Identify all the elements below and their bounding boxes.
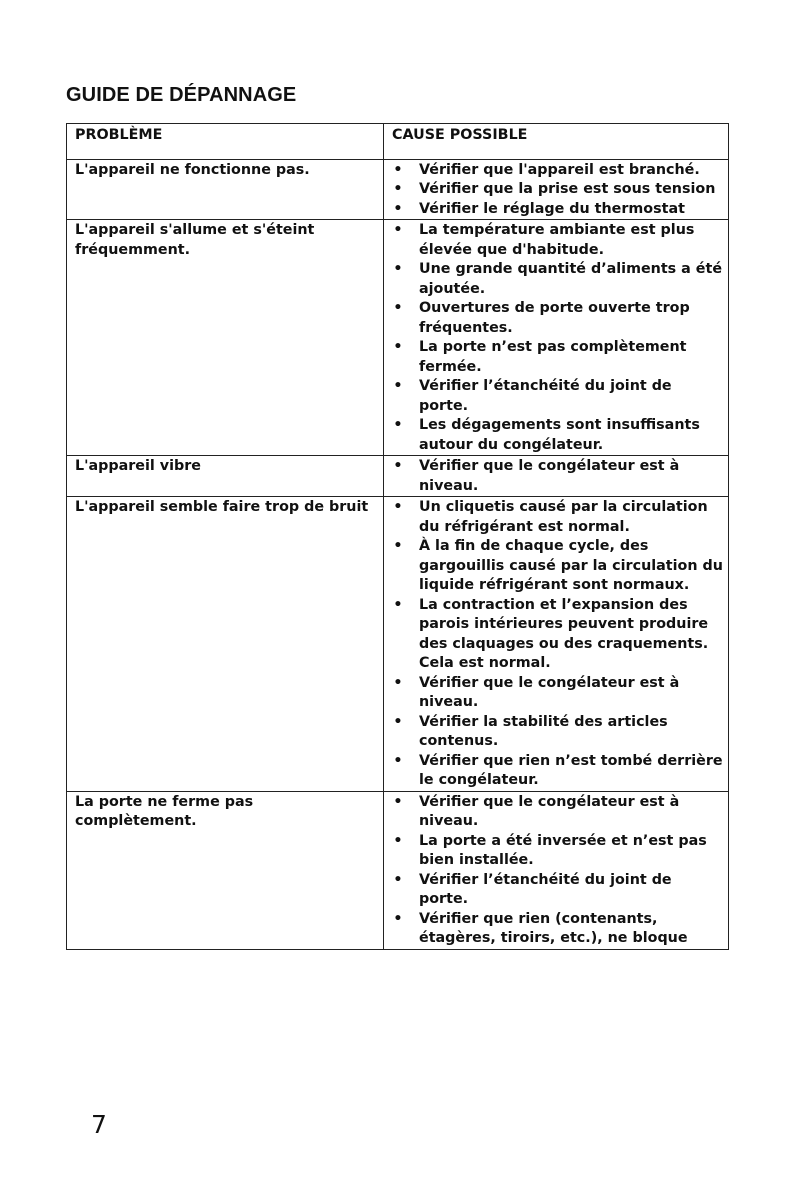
cause-item	[392, 221, 724, 260]
bullet-icon: •	[393, 910, 403, 927]
cause-text: Vérifier le réglage du thermostat	[419, 200, 685, 217]
cause-text: La contraction et l’expansion des parois intérieures peuvent produire des claquages ou des craquements. Cela est normal.	[419, 596, 709, 671]
header-cause: CAUSE POSSIBLE	[384, 124, 729, 160]
cause-item	[392, 338, 724, 377]
cause-text: La porte a été inversée et n’est pas bien installée.	[419, 832, 707, 868]
causes-cell	[384, 497, 729, 792]
problem-cell: L'appareil s'allume et s'éteint fréquemment.	[67, 220, 384, 456]
cause-item	[392, 180, 724, 200]
bullet-icon: •	[393, 417, 403, 433]
cause-list	[384, 497, 728, 791]
cause-text: À la fin de chaque cycle, des gargouillis causé par la circulation du liquide réfrigérant sont normaux.	[419, 538, 723, 593]
table-row	[67, 497, 729, 792]
page-number: 7	[91, 1110, 107, 1139]
problem-cell: L'appareil vibre	[67, 456, 384, 497]
causes-cell	[384, 791, 729, 949]
cause-text: La porte n’est pas complètement fermée.	[419, 339, 687, 375]
cause-item	[392, 377, 724, 416]
page-title: GUIDE DE DÉPANNAGE	[66, 84, 297, 106]
causes-cell	[384, 220, 729, 456]
bullet-icon: •	[393, 596, 403, 613]
cause-list	[384, 160, 728, 220]
cause-text: Vérifier l’étanchéité du joint de porte.	[419, 378, 672, 414]
cause-list	[384, 792, 728, 949]
cause-text: Vérifier la stabilité des articles contenus.	[419, 713, 668, 749]
bullet-icon: •	[393, 261, 403, 277]
bullet-icon: •	[393, 752, 403, 769]
bullet-icon: •	[393, 793, 403, 810]
causes-cell	[384, 456, 729, 497]
cause-item	[392, 793, 724, 832]
bullet-icon: •	[393, 378, 403, 394]
cause-item	[392, 416, 724, 455]
causes-cell	[384, 159, 729, 220]
bullet-icon: •	[393, 200, 403, 217]
table-row	[67, 791, 729, 949]
cause-text: Une grande quantité d’aliments a été ajoutée.	[419, 261, 723, 297]
table-row	[67, 159, 729, 220]
bullet-icon: •	[393, 713, 403, 730]
cause-text: Vérifier que la prise est sous tension	[419, 181, 716, 197]
table-header-row	[67, 124, 729, 160]
cause-text: La température ambiante est plus élevée que d'habitude.	[419, 222, 695, 258]
bullet-icon: •	[393, 458, 403, 474]
header-problem: PROBLÈME	[67, 124, 384, 160]
bullet-icon: •	[393, 538, 403, 554]
cause-item	[392, 832, 724, 871]
problem-cell: L'appareil ne fonctionne pas.	[67, 159, 384, 220]
troubleshooting-table	[66, 123, 729, 950]
bullet-icon: •	[393, 222, 403, 238]
cause-item	[392, 910, 724, 949]
bullet-icon: •	[393, 832, 403, 849]
cause-item	[392, 260, 724, 299]
bullet-icon: •	[393, 161, 403, 178]
bullet-icon: •	[393, 871, 403, 888]
cause-item	[392, 161, 724, 181]
bullet-icon: •	[393, 674, 403, 691]
problem-cell: La porte ne ferme pas complètement.	[67, 791, 384, 949]
cause-list	[384, 220, 728, 455]
cause-text: Ouvertures de porte ouverte trop fréquentes.	[419, 300, 690, 336]
bullet-icon: •	[393, 499, 403, 515]
cause-item	[392, 457, 724, 496]
cause-text: Vérifier que le congélateur est à niveau.	[419, 674, 680, 710]
cause-item	[392, 537, 724, 596]
cause-text: Vérifier que l'appareil est branché.	[419, 161, 700, 178]
cause-item	[392, 299, 724, 338]
bullet-icon: •	[393, 300, 403, 316]
table-row	[67, 220, 729, 456]
table-row	[67, 456, 729, 497]
cause-text: Un cliquetis causé par la circulation du réfrigérant est normal.	[419, 499, 708, 535]
cause-item	[392, 200, 724, 220]
cause-item	[392, 713, 724, 752]
cause-text: Vérifier que rien (contenants, étagères, tiroirs, etc.), ne bloque	[419, 910, 688, 946]
cause-item	[392, 498, 724, 537]
bullet-icon: •	[393, 339, 403, 355]
cause-text: Vérifier que le congélateur est à niveau.	[419, 793, 680, 829]
cause-item	[392, 674, 724, 713]
bullet-icon: •	[393, 181, 403, 197]
cause-text: Vérifier l’étanchéité du joint de porte.	[419, 871, 672, 907]
cause-text: Vérifier que le congélateur est à niveau.	[419, 458, 680, 494]
cause-text: Vérifier que rien n’est tombé derrière le congélateur.	[419, 752, 723, 788]
problem-cell: L'appareil semble faire trop de bruit	[67, 497, 384, 792]
cause-text: Les dégagements sont insuffisants autour du congélateur.	[419, 417, 700, 453]
cause-list	[384, 456, 728, 496]
cause-item	[392, 871, 724, 910]
cause-item	[392, 752, 724, 791]
cause-item	[392, 596, 724, 674]
